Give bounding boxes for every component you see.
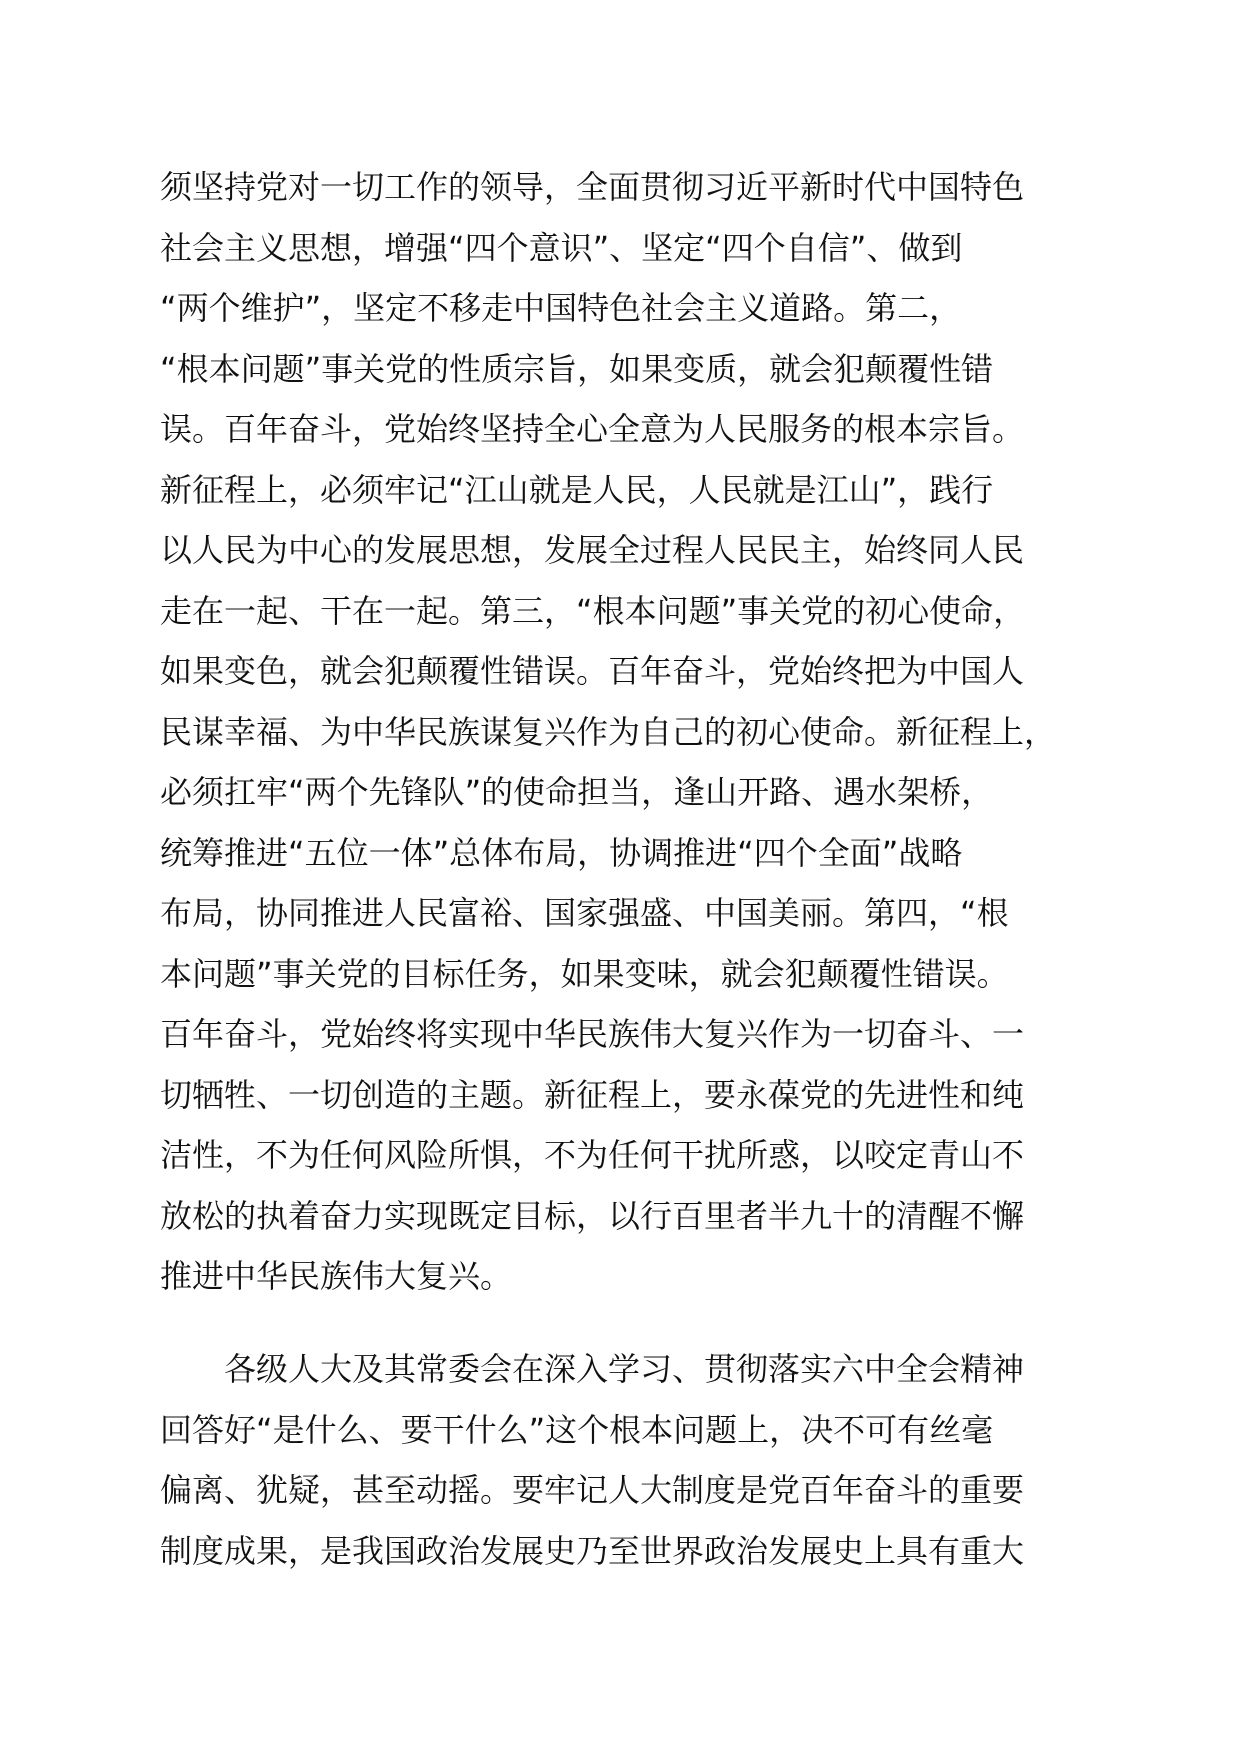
text-line: 社会主义思想，增强“四个意识”、坚定“四个自信”、做到 — [160, 228, 963, 267]
text-line: 须坚持党对一切工作的领导，全面贯彻习近平新时代中国特色 — [160, 168, 1025, 206]
text-line: 如果变色，就会犯颠覆性错误。百年奋斗，党始终把为中国人 — [160, 652, 1025, 690]
text-line: 本问题”事关党的目标任务，如果变味，就会犯颠覆性错误。 — [160, 954, 1009, 993]
text-line: 回答好“是什么、要干什么”这个根本问题上，决不可有丝毫 — [160, 1410, 994, 1449]
text-line: 统筹推进“五位一体”总体布局，协调推进“四个全面”战略 — [160, 833, 963, 872]
text-line: “根本问题”事关党的性质宗旨，如果变质，就会犯颠覆性错 — [160, 349, 994, 388]
text-line: 必须扛牢“两个先锋队”的使命担当，逢山开路、遇水架桥， — [160, 773, 994, 811]
text-line: 走在一起、干在一起。第三，“根本问题”事关党的初心使命， — [160, 591, 1026, 630]
text-line: 布局，协同推进人民富裕、国家强盛、中国美丽。第四，“根 — [160, 894, 1009, 932]
text-line: 洁性，不为任何风险所惧，不为任何干扰所惑，以咬定青山不 — [160, 1136, 1025, 1174]
text-line: 百年奋斗，党始终将实现中华民族伟大复兴作为一切奋斗、一 — [160, 1015, 1025, 1053]
text-line: 各级人大及其常委会在深入学习、贯彻落实六中全会精神 — [160, 1350, 1025, 1388]
paragraph-1 — [160, 157, 1120, 1307]
text-line: 偏离、犹疑，甚至动摇。要牢记人大制度是党百年奋斗的重要 — [160, 1471, 1025, 1509]
text-line: 制度成果，是我国政治发展史乃至世界政治发展史上具有重大 — [160, 1531, 1025, 1570]
paragraph-2 — [160, 1339, 1120, 1581]
text-line: 民谋幸福、为中华民族谋复兴作为自己的初心使命。新征程上， — [160, 712, 1057, 751]
text-line: 推进中华民族伟大复兴。 — [160, 1257, 513, 1295]
text-line: 放松的执着奋力实现既定目标，以行百里者半九十的清醒不懈 — [160, 1196, 1025, 1235]
text-line: 切牺牲、一切创造的主题。新征程上，要永葆党的先进性和纯 — [160, 1075, 1025, 1114]
text-line: 以人民为中心的发展思想，发展全过程人民民主，始终同人民 — [160, 531, 1025, 569]
text-line: 误。百年奋斗，党始终坚持全心全意为人民服务的根本宗旨。 — [160, 410, 1025, 448]
text-line: “两个维护”，坚定不移走中国特色社会主义道路。第二， — [160, 289, 962, 327]
text-line: 新征程上，必须牢记“江山就是人民，人民就是江山”，践行 — [160, 470, 994, 509]
